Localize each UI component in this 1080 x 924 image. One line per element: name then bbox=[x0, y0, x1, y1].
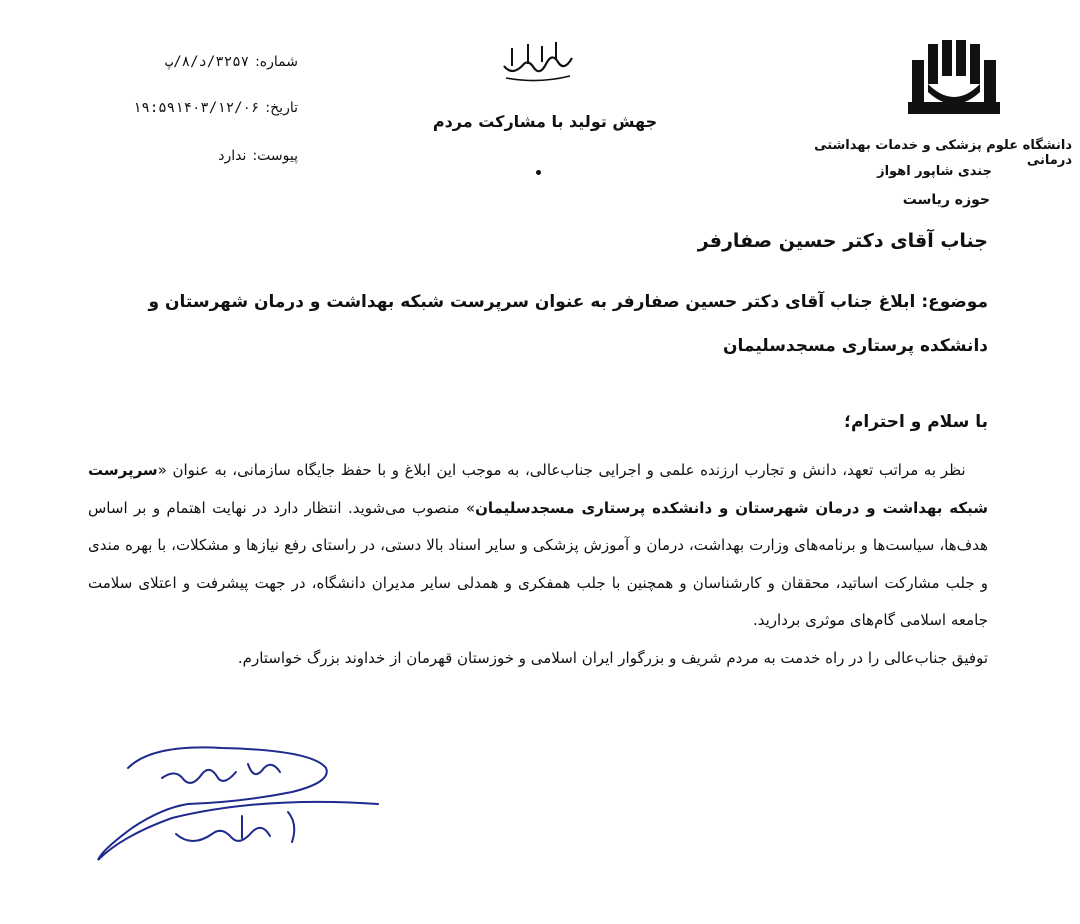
letter-date-value: ۱۴۰۳/۱۲/۰۶ bbox=[175, 100, 260, 116]
subject-text: ابلاغ جناب آقای دکتر حسین صفارفر به عنوان سرپرست شبکه بهداشت و درمان شهرستان و دانشکده پرستاری مسجدسلیمان bbox=[148, 292, 988, 356]
subject-label: موضوع: bbox=[921, 292, 988, 312]
letter-date-label: تاریخ: bbox=[265, 100, 298, 116]
letter-body bbox=[88, 452, 988, 677]
letter-date bbox=[111, 100, 298, 116]
greeting: با سلام و احترام؛ bbox=[844, 412, 988, 432]
bismillah-calligraphy bbox=[498, 36, 578, 86]
letter-time-value: ۱۹:۵۹ bbox=[132, 100, 176, 116]
letter-number-value: ۳۲۵۷/د/۸/پ bbox=[164, 54, 250, 70]
university-name: دانشگاه علوم پزشکی و خدمات بهداشتی درمانی bbox=[814, 138, 1072, 168]
signature bbox=[92, 738, 392, 868]
letter-attachment bbox=[218, 148, 298, 164]
letter-number bbox=[165, 54, 298, 70]
attachment-label: پیوست: bbox=[252, 148, 298, 164]
university-logo bbox=[908, 40, 1000, 116]
subject bbox=[88, 280, 988, 368]
letter-number-label: شماره: bbox=[255, 54, 298, 70]
addressee: جناب آقای دکتر حسین صفارفر bbox=[697, 230, 988, 252]
closing-paragraph: توفیق جناب‌عالی را در راه خدمت به مردم شریف و بزرگوار ایران اسلامی و خوزستان قهرمان از خداوند بزرگ خواستارم. bbox=[237, 648, 988, 667]
body-bold-position: سرپرست شبکه بهداشت و درمان شهرستان و دانشکده پرستاری مسجدسلیمان bbox=[88, 461, 988, 517]
department-name: حوزه ریاست bbox=[902, 192, 990, 208]
motto: جهش تولید با مشارکت مردم bbox=[432, 112, 658, 131]
attachment-value: ندارد bbox=[218, 148, 247, 164]
body-part-2: » منصوب می‌شوید. انتظار دارد در نهایت اهتمام و بر اساس هدف‌ها، سیاست‌ها و برنامه‌های وزارت بهداشت، درمان و آموزش پزشکی و سایر اسناد بالا دستی، در راستای رفع نیازها و مشکلات، با بهره مندی و جلب مشارکت اساتید، محققان و کارشناسان و همچنین با جلب همفکری و همدلی سایر مدیران دانشگاه، در جهت پیشرفت و اعتلای سلامت جامعه اسلامی گام‌های موثری بردارید. bbox=[88, 498, 988, 629]
body-part-1: نظر به مراتب تعهد، دانش و تجارب ارزنده علمی و اجرایی جناب‌عالی، به موجب این ابلاغ و با حفظ جایگاه سازمانی، به عنوان « bbox=[157, 461, 966, 479]
body-paragraph bbox=[88, 452, 988, 640]
decorative-dot bbox=[536, 170, 541, 175]
university-city: جندی شاپور اهواز bbox=[877, 164, 992, 179]
